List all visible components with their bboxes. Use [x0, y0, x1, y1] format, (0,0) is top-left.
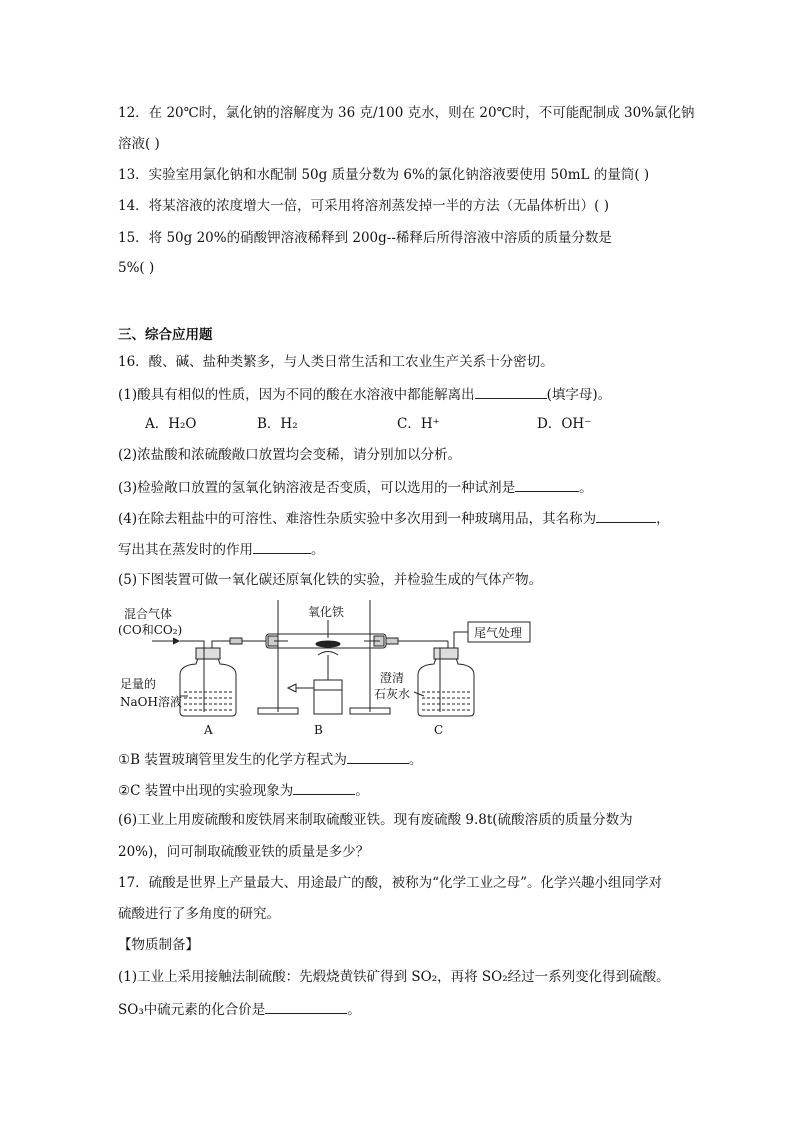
tail-gas-label: 尾气处理 — [474, 626, 523, 640]
q16-sub2-tail: 。 — [355, 783, 369, 799]
q17-heading: 【物质制备】 — [118, 937, 199, 953]
q16-part1 — [118, 384, 611, 404]
q15-line1: 15．将 50g 20%的硝酸钾溶液稀释到 200g--稀释后所得溶液中溶质的质量分数是 — [118, 230, 612, 246]
option-b: B．H₂ — [257, 416, 298, 432]
section-heading: 三、综合应用题 — [118, 327, 213, 343]
q16-part2: (2)浓盐酸和浓硫酸敞口放置均会变稀，请分别加以分析。 — [118, 447, 462, 463]
q16-sub1-tail: 。 — [408, 752, 423, 768]
answer-blank[interactable] — [475, 384, 547, 399]
q16-part4-text2: 写出其在蒸发时的作用 — [118, 542, 253, 558]
q16-part3-tail: 。 — [579, 480, 593, 496]
gas-in-label-2: (CO和CO₂) — [118, 623, 183, 637]
q16-part4-line2 — [118, 539, 325, 559]
q12-line2: 溶液( ) — [118, 136, 160, 152]
question-14: 14．将某溶液的浓度增大一倍，可采用将溶剂蒸发掉一半的方法（无晶体析出）( ) — [118, 198, 610, 214]
q16-part4-text: (4)在除去粗盐中的可溶性、难溶性杂质实验中多次用到一种玻璃用品，其名称为 — [118, 511, 597, 527]
option-c: C．H⁺ — [397, 416, 440, 432]
option-a: A．H₂O — [145, 416, 197, 432]
q16-part4-tail: 。 — [311, 542, 325, 558]
q16-part3-text: (3)检验敞口放置的氢氧化钠溶液是否变质，可以选用的一种试剂是 — [118, 480, 516, 496]
q17-line2: 硫酸进行了多角度的研究。 — [118, 906, 280, 922]
answer-blank[interactable] — [253, 539, 311, 554]
iron-oxide-label: 氧化铁 — [308, 605, 345, 619]
naoh-label-2: NaOH溶液 — [120, 695, 182, 709]
q16-part5: (5)下图装置可做一氧化碳还原氧化铁的实验，并检验生成的气体产物。 — [118, 572, 543, 588]
q17-part1-tail: 。 — [347, 1002, 361, 1018]
label-a: A — [204, 723, 213, 737]
q16-part3 — [118, 477, 593, 497]
q17-part1-line1: (1)工业上采用接触法制硫酸：先煅烧黄铁矿得到 SO₂，再将 SO₂经过一系列变化得到硫酸。 — [118, 969, 670, 985]
q16-part6-line1: (6)工业上用废硫酸和废铁屑来制取硫酸亚铁。现有废硫酸 9.8t(硫酸溶质的质量分数为 — [118, 812, 633, 828]
answer-blank[interactable] — [515, 477, 579, 492]
naoh-label-1: 足量的 — [120, 677, 157, 691]
q17-part1-line2 — [118, 999, 361, 1019]
label-c: C — [434, 723, 444, 737]
limewater-label-2: 石灰水 — [374, 687, 411, 701]
answer-blank[interactable] — [596, 508, 656, 523]
answer-blank[interactable] — [293, 780, 355, 795]
q15-line2: 5%( ) — [118, 260, 155, 276]
q16-part4-comma: ， — [656, 511, 670, 527]
answer-blank[interactable] — [265, 999, 347, 1014]
q12-line1: 12．在 20℃时，氯化钠的溶解度为 36 克/100 克水，则在 20℃时，不可能配制成 30%氯化钠 — [118, 105, 695, 121]
q16-sub1-text: ①B 装置玻璃管里发生的化学方程式为 — [118, 752, 347, 768]
apparatus-diagram — [118, 600, 538, 740]
q16-part1-tail: (填字母)。 — [546, 387, 612, 403]
q16-sub2-text: ②C 装置中出现的实验现象为 — [118, 783, 294, 799]
q16-sub1 — [118, 749, 422, 769]
question-13: 13．实验室用氯化钠和水配制 50g 质量分数为 6%的氯化钠溶液要使用 50mL 的量筒( ) — [118, 167, 650, 183]
label-b: B — [314, 723, 323, 737]
q16-part1-text: (1)酸具有相似的性质，因为不同的酸在水溶液中都能解离出 — [118, 387, 475, 403]
q16-part4-line1 — [118, 508, 670, 528]
q16-sub2 — [118, 780, 369, 800]
gas-in-label-1: 混合气体 — [124, 607, 173, 621]
q16-part6-line2: 20%)，问可制取硫酸亚铁的质量是多少？ — [118, 844, 370, 860]
q17-line1: 17．硫酸是世界上产量最大、用途最广的酸，被称为“化学工业之母”。化学兴趣小组同学对 — [118, 875, 662, 891]
q16-stem: 16．酸、碱、盐种类繁多，与人类日常生活和工农业生产关系十分密切。 — [118, 354, 554, 370]
limewater-label-1: 澄清 — [380, 671, 405, 685]
answer-blank[interactable] — [347, 749, 409, 764]
q17-part1-text: SO₃中硫元素的化合价是 — [118, 1002, 266, 1018]
option-d: D．OH⁻ — [537, 416, 592, 432]
